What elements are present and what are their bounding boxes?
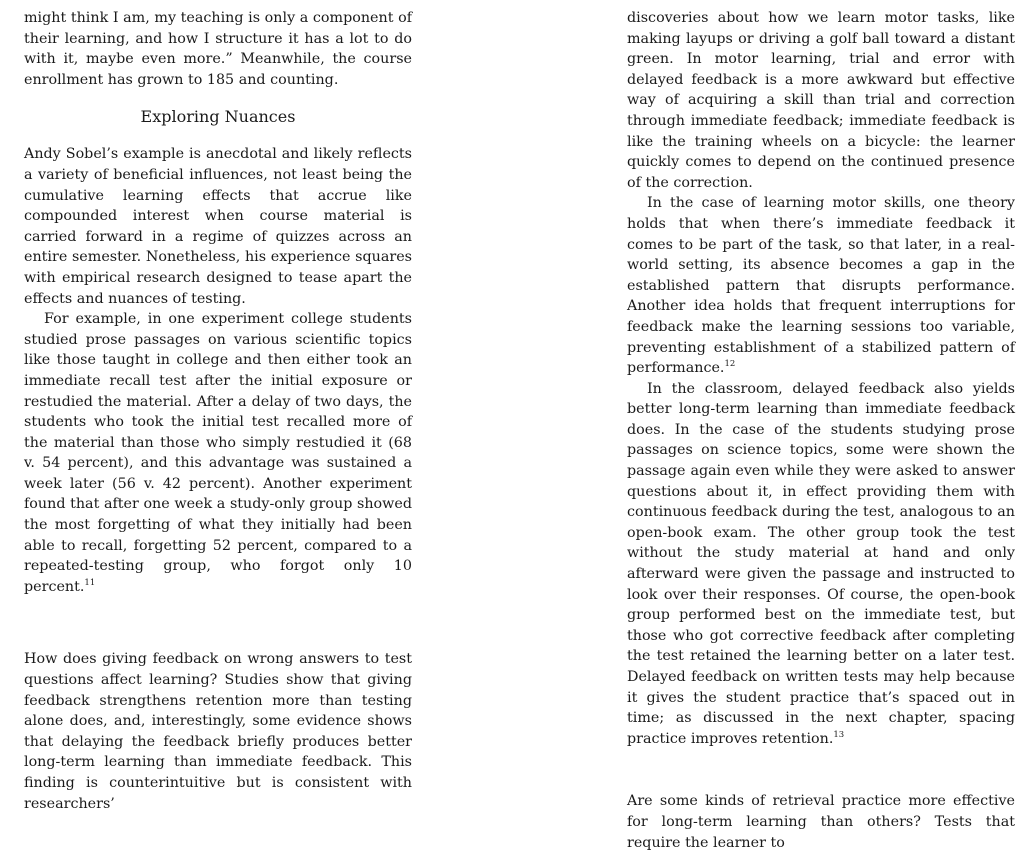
paragraph-experiment bbox=[24, 309, 412, 597]
footnote-ref-11: 11 bbox=[84, 578, 96, 589]
paragraph-sobel-example: Andy Sobel’s example is anecdotal and likely reflects a variety of beneficial influences, not least being the cumulative learning effects that accrue like compounded interest when course material is carried forward in a regime of quizzes across an entire semester. Nonetheless, his experience squares with empirical research designed to tease apart the effects and nuances of testing. bbox=[24, 146, 412, 307]
paragraph-motor-skills-text: In the case of learning motor skills, one theory holds that when there’s immediate feedback it comes to be part of the task, so that later, in a real-world setting, its absence becomes a gap in the established pattern that disrupts performance. Another idea holds that frequent interruptions for feedback make the learning sessions too variable, preventing establishment of a stabilized pattern of performance. bbox=[627, 195, 1015, 377]
paragraph-motor-skills bbox=[627, 193, 1015, 378]
paragraph-experiment-text: For example, in one experiment college students studied prose passages on various scientific topics like those taught in college and then either took an immediate recall test after the initial exposure or restudied the material. After a delay of two days, the students who took the initial test recalled more of the material than those who simply restudied it (68 v. 54 percent), and this advantage was sustained a week later (56 v. 42 percent). Another experiment found that after one week a study-only group showed the most forgetting of what they initially had been able to recall, forgetting 52 percent, compared to a repeated-testing group, who forgot only 10 percent. bbox=[24, 311, 412, 595]
left-column bbox=[24, 8, 412, 814]
paragraph-classroom bbox=[627, 379, 1015, 750]
paragraph-retrieval: Are some kinds of retrieval practice more effective for long-term learning than others? Tests that require the learner to bbox=[627, 793, 1015, 851]
paragraph-continuation-right: discoveries about how we learn motor tasks, like making layups or driving a golf ball toward a distant green. In motor learning, trial and error with delayed feedback is a more awkward but effective way of acquiring a skill than trial and correction through immediate feedback; immediate feedback is like the training wheels on a bicycle: the learner quickly comes to depend on the continued presence of the correction. bbox=[627, 10, 1015, 191]
paragraph-continuation: might think I am, my teaching is only a component of their learning, and how I structure it has a lot to do with it, maybe even more.” Meanwhile, the course enrollment has grown to 185 and counting. bbox=[24, 10, 412, 88]
section-break bbox=[24, 597, 412, 649]
section-break-right bbox=[627, 749, 1015, 791]
right-column bbox=[627, 8, 1015, 853]
paragraph-classroom-text: In the classroom, delayed feedback also yields better long-term learning than immediate feedback does. In the case of the students studying prose passages on science topics, some were shown the passage again even while they were asked to answer questions about it, in effect providing them with continuous feedback during the test, analogous to an open-book exam. The other group took the test without the study material at hand and only afterward were given the passage and instructed to look over their responses. Of course, the open-book group performed best on the immediate test, but those who got corrective feedback after completing the test retained the learning better on a later test. Delayed feedback on written tests may help because it gives the student practice that’s spaced out in time; as discussed in the next chapter, spacing practice improves retention. bbox=[627, 380, 1015, 747]
paragraph-feedback: How does giving feedback on wrong answers to test questions affect learning? Studies show that giving feedback strengthens retention more than testing alone does, and, interestingly, some evidence shows that delaying the feedback briefly produces better long-term learning than immediate feedback. This finding is counterintuitive but is consistent with researchers’ bbox=[24, 651, 412, 812]
footnote-ref-12: 12 bbox=[724, 359, 736, 370]
section-heading: Exploring Nuances bbox=[140, 107, 296, 127]
footnote-ref-13: 13 bbox=[833, 730, 845, 741]
